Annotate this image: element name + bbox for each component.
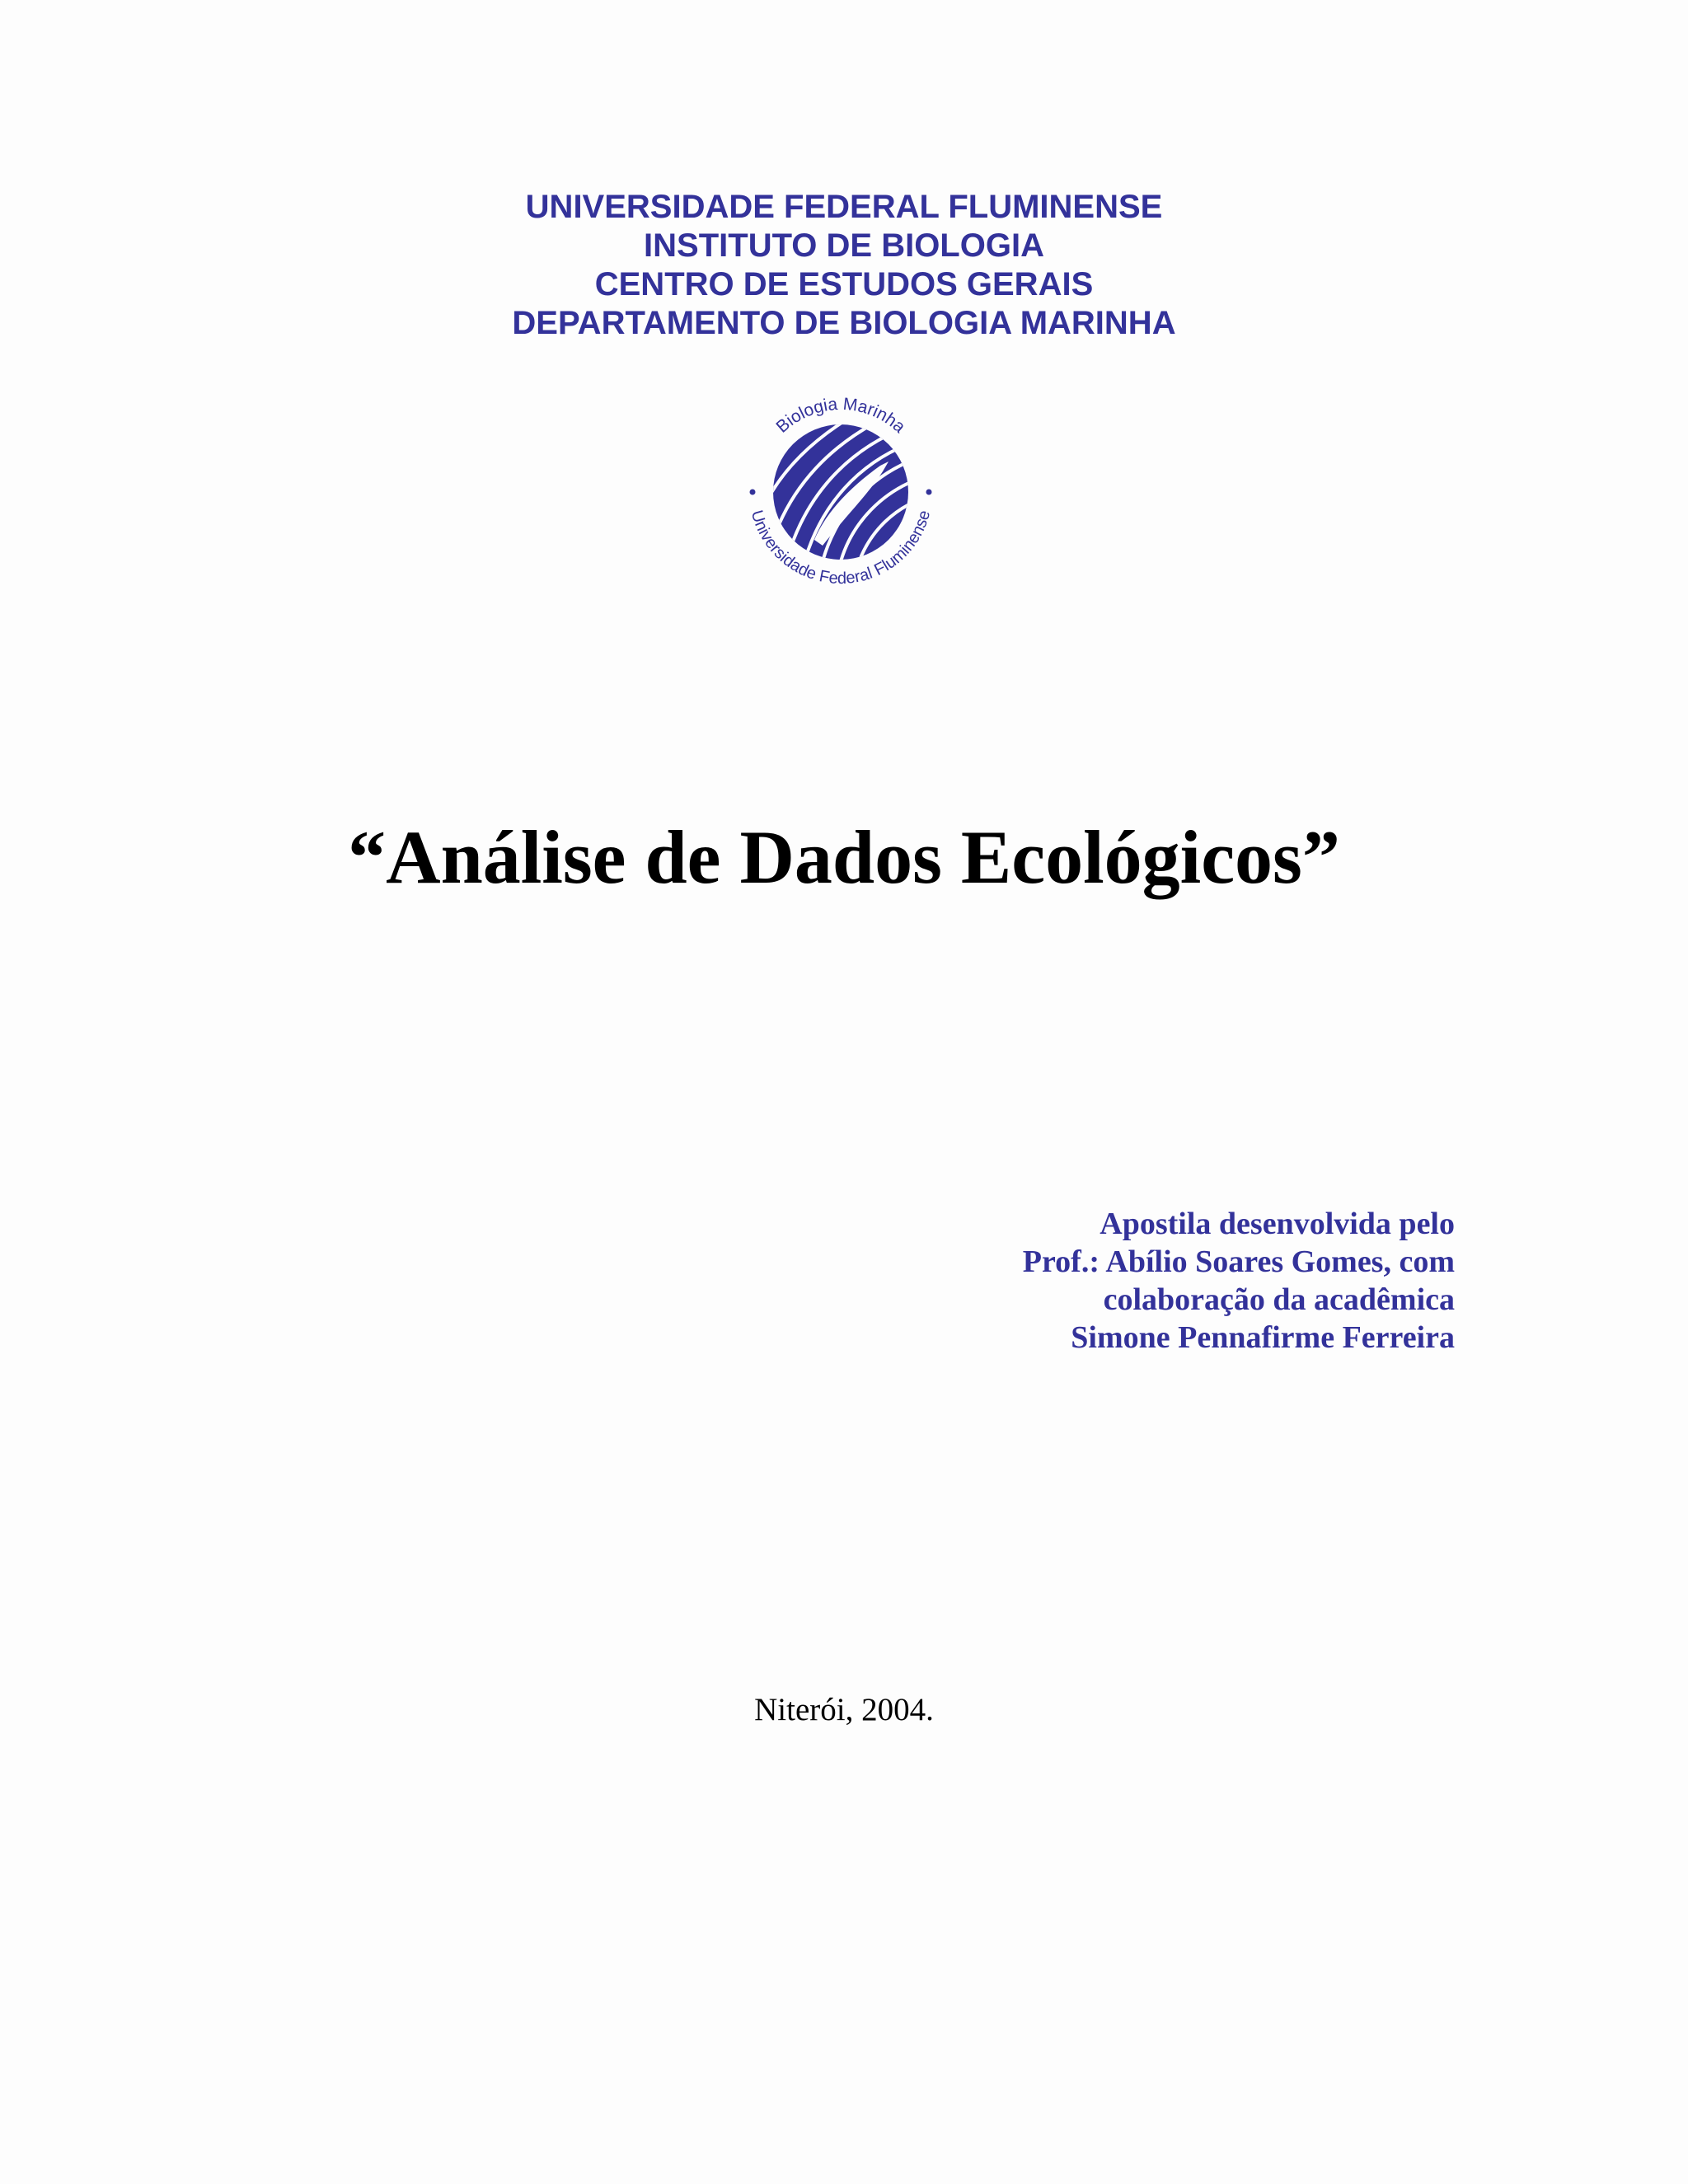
place-and-year: Niterói, 2004. <box>754 1692 934 1727</box>
logo-dot-right <box>926 490 932 495</box>
document-title: “Análise de Dados Ecológicos” <box>348 815 1340 899</box>
institute-name: INSTITUTO DE BIOLOGIA <box>644 227 1044 264</box>
credits-line: Simone Pennafirme Ferreira <box>1071 1320 1455 1355</box>
credits-line: Prof.: Abílio Soares Gomes, com <box>1022 1244 1455 1279</box>
logo-bottom-text: Universidade Federal Fluminense <box>747 508 935 588</box>
logo-top-text: Biologia Marinha <box>772 394 909 437</box>
logo-dot-left <box>750 490 756 495</box>
institution-header <box>0 188 1688 343</box>
biologia-marinha-logo <box>736 387 945 597</box>
credits-line: colaboração da acadêmica <box>1103 1282 1455 1317</box>
center-name: CENTRO DE ESTUDOS GERAIS <box>594 266 1094 302</box>
department-name: DEPARTAMENTO DE BIOLOGIA MARINHA <box>512 305 1176 341</box>
university-name: UNIVERSIDADE FEDERAL FLUMINENSE <box>525 189 1163 225</box>
author-credits <box>713 1205 1455 1357</box>
credits-line: Apostila desenvolvida pelo <box>1100 1207 1455 1241</box>
